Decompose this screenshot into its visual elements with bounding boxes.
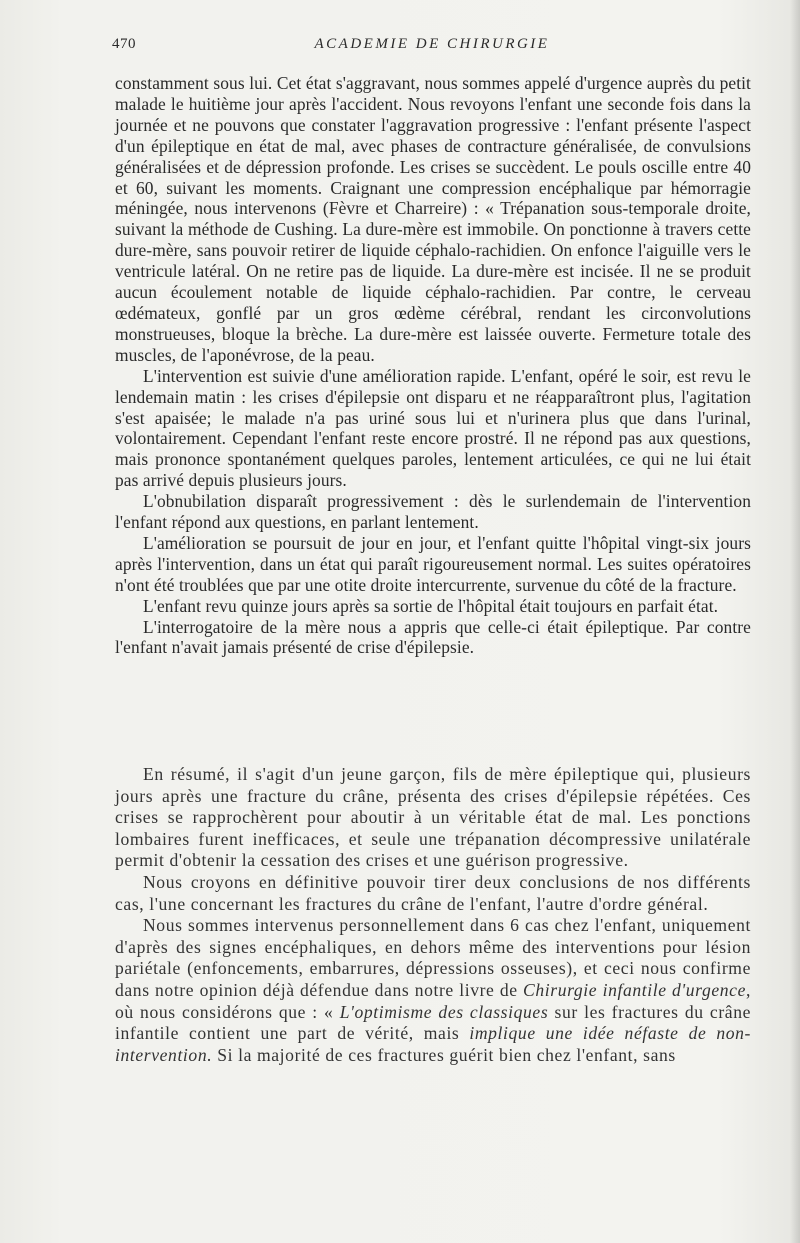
text-run: , où nous considérons que : «: [115, 979, 751, 1022]
paragraph: En résumé, il s'agit d'un jeune garçon, fils de mère épileptique qui, plusieurs jours après une fracture du crâne, présenta des crises d'épilepsie répétées. Ces crises se rapprochèrent pour aboutir à un véritable état de mal. Les ponctions lombaires furent inefficaces, et seule une trépanation décompressive unilatérale permit d'obtenir la cessation des crises et une guérison progressive.: [115, 764, 751, 871]
paragraph: L'interrogatoire de la mère nous a appris que celle-ci était épileptique. Par contre l'enfant n'avait jamais présenté de crise d'épilepsie.: [115, 616, 751, 658]
text-run: sur les fractures du crâne infantile contient une part de vérité, mais: [115, 1001, 751, 1044]
text-run: Nous sommes intervenus personnellement dans 6 cas chez l'enfant, uniquement d'après des signes encéphaliques, en dehors même des interventions pour lésion pariétale (enfoncements, embarrures, dépressions osseuses), et ceci nous confirme dans notre opinion déjà défendue dans notre livre de: [115, 915, 751, 1000]
book-title: Chirurgie infantile d'urgence: [523, 979, 746, 1000]
paragraph: constamment sous lui. Cet état s'aggravant, nous sommes appelé d'urgence auprès du petit malade le huitième jour après l'accident. Nous revoyons l'enfant une seconde fois dans la journée et ne pouvons que constater l'aggravation progressive : l'enfant présente l'aspect d'un épileptique en état de mal, avec phases de contracture généralisée, de convulsions généralisées et de dépression profonde. Les crises se succèdent. Le pouls oscille entre 40 et 60, suivant les moments. Craignant une compression encéphalique par hémorragie méningée, nous intervenons (Fèvre et Charreire) : « Trépanation sous-temporale droite, suivant la méthode de Cushing. La dure-mère est immobile. On ponctionne à travers cette dure-mère, sans pouvoir retirer de liquide céphalo-rachidien. On enfonce l'aiguille vers le ventricule latéral. On ne retire pas de liquide. La dure-mère est incisée. Il ne se produit aucun écoulement notable de liquide céphalo-rachidien. Par contre, le cerveau œdémateux, gonflé par un gros œdème cérébral, rendant les circonvolutions monstrueuses, bloque la brèche. La dure-mère est laissée ouverte. Fermeture totale des muscles, de l'aponévrose, de la peau.: [115, 73, 751, 365]
italic-quote: implique une idée néfaste de non-intervention.: [115, 1023, 751, 1065]
paragraph: L'amélioration se poursuit de jour en jour, et l'enfant quitte l'hôpital vingt-six jours après l'intervention, dans un état qui paraît rigoureusement normal. Les suites opératoires n'ont été troublées que par une otite droite intercurrente, survenue du côté de la fracture.: [115, 532, 751, 595]
running-title: ACADEMIE DE CHIRURGIE: [314, 36, 550, 52]
italic-quote: L'optimisme des classiques: [339, 1001, 549, 1022]
paragraph: [115, 915, 751, 1066]
paragraph: L'obnubilation disparaît progressivement : dès le surlendemain de l'intervention l'enfant répond aux questions, en parlant lentement.: [115, 491, 751, 533]
paragraph: Nous croyons en définitive pouvoir tirer deux conclusions de nos différents cas, l'une concernant les fractures du crâne de l'enfant, l'autre d'ordre général.: [115, 871, 751, 914]
text-run: Si la majorité de ces fractures guérit bien chez l'enfant, sans: [212, 1044, 676, 1065]
page-edge-shadow: [790, 0, 800, 1243]
paragraph: L'intervention est suivie d'une amélioration rapide. L'enfant, opéré le soir, est revu le lendemain matin : les crises d'épilepsie ont disparu et ne réapparaîtront plus, l'agitation s'est apaisée; le malade n'a pas uriné sous lui et n'urinera plus que dans l'urinal, volontairement. Cependant l'enfant reste encore prostré. Il ne répond pas aux questions, mais prononce spontanément quelques paroles, lentement articulées, ce qui ne lui était pas arrivé depuis plusieurs jours.: [115, 365, 751, 491]
page-number: 470: [112, 36, 136, 52]
paragraph: L'enfant revu quinze jours après sa sortie de l'hôpital était toujours en parfait état.: [143, 595, 719, 616]
summary-text: [115, 764, 751, 1066]
case-report-text: [115, 73, 751, 658]
page-header: [112, 36, 752, 58]
